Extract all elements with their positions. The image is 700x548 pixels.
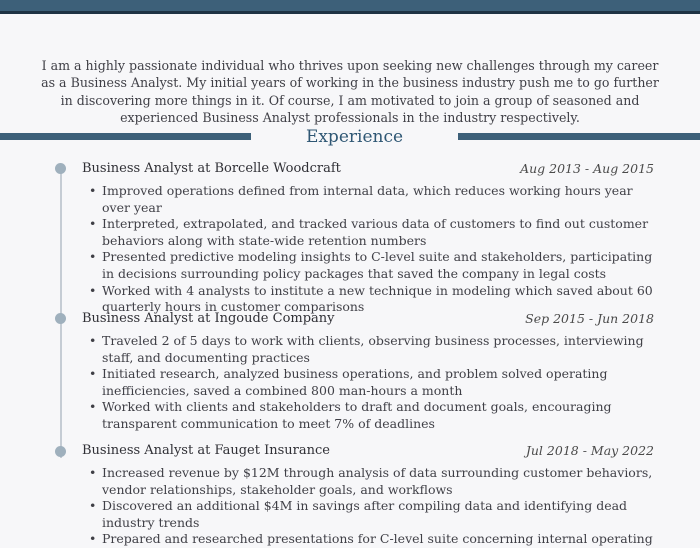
job-title: Business Analyst at Ingoude Company (82, 311, 335, 326)
job-bullet: • Worked with clients and stakeholders to draft and document goals, encouraging transparent communication to meet 7% of deadlines (82, 399, 654, 432)
job-dates: Aug 2013 - Aug 2015 (520, 161, 654, 176)
section-rule-right (458, 133, 700, 140)
timeline-dot (55, 313, 66, 324)
job-dates: Jul 2018 - May 2022 (525, 443, 654, 458)
job-bullet: • Presented predictive modeling insights to C-level suite and stakeholders, participating in decisions surrounding policy packages that saved the company in legal costs (82, 249, 654, 282)
job-bullet: • Interpreted, extrapolated, and tracked various data of customers to find out customer behaviors along with state-wide retention numbers (82, 216, 654, 249)
section-rule-left (0, 133, 251, 140)
job-title: Business Analyst at Borcelle Woodcraft (82, 161, 341, 176)
job-title: Business Analyst at Fauget Insurance (82, 443, 330, 458)
job-bullets (82, 465, 654, 548)
job-bullet: • Prepared and researched presentations for C-level suite concerning internal operating (82, 531, 654, 548)
job-bullet: • Improved operations defined from internal data, which reduces working hours year over year (82, 183, 654, 216)
timeline-dot (55, 446, 66, 457)
job-bullets (82, 333, 654, 433)
job-bullet: • Traveled 2 of 5 days to work with clients, observing business processes, interviewing staff, and documenting practices (82, 333, 654, 366)
header-band (0, 0, 700, 14)
job-entry (82, 311, 654, 433)
experience-heading: Experience (305, 127, 404, 147)
job-bullet: • Increased revenue by $12M through analysis of data surrounding customer behaviors, vendor relationships, stakeholder goals, and workflows (82, 465, 654, 498)
job-dates: Sep 2015 - Jun 2018 (525, 311, 654, 326)
job-entry (82, 443, 654, 548)
job-bullet: • Worked with 4 analysts to institute a new technique in modeling which saved about 60 quarterly hours in customer comparisons (82, 283, 654, 316)
profile-summary: I am a highly passionate individual who thrives upon seeking new challenges through my career as a Business Analyst. My initial years of working in the business industry push me to go further in discovering more things in it. Of course, I am motivated to join a group of seasoned and experienced Business Analyst professionals in the industry respectively. (41, 57, 659, 126)
job-entry (82, 161, 654, 316)
job-bullets (82, 183, 654, 316)
timeline-dot (55, 163, 66, 174)
job-bullet: • Discovered an additional $4M in savings after compiling data and identifying dead industry trends (82, 498, 654, 531)
job-bullet: • Initiated research, analyzed business operations, and problem solved operating inefficiencies, saved a combined 800 man-hours a month (82, 366, 654, 399)
